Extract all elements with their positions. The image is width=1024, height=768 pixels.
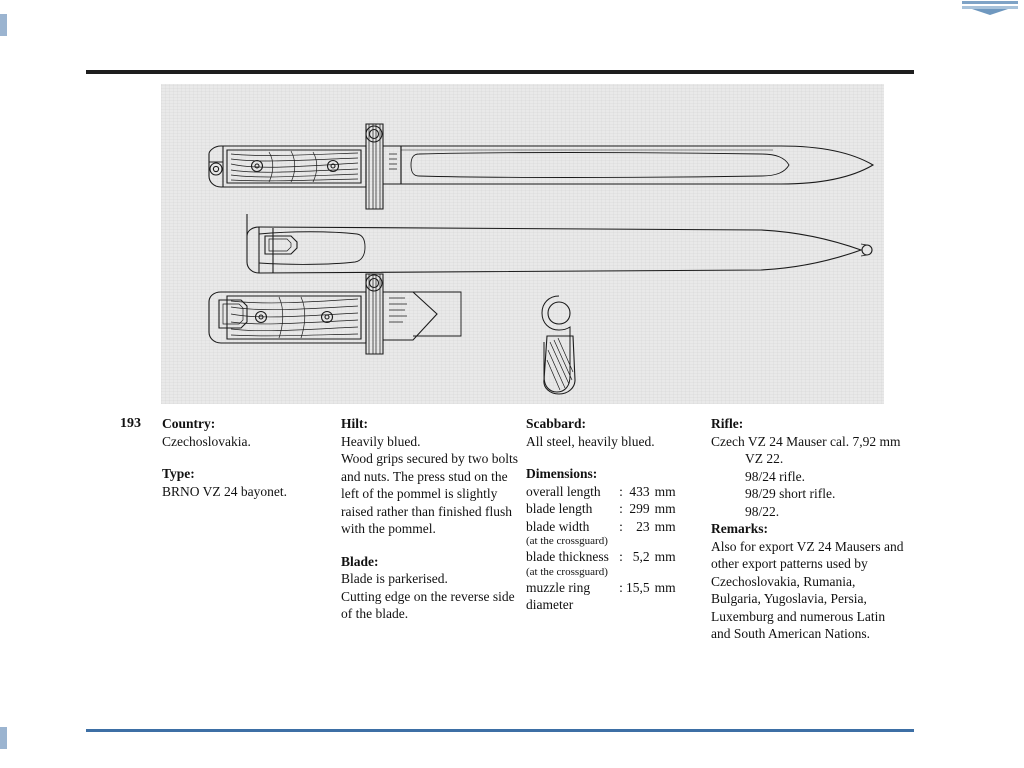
blade-line-1: Blade is parkerised.	[341, 571, 448, 586]
rifle-list	[711, 450, 906, 520]
blade-line-2: Cutting edge on the reverse side of the blade.	[341, 588, 515, 621]
entry-caption-block	[86, 415, 922, 715]
scan-edge-mark-top	[0, 14, 7, 36]
scabbard-value: All steel, heavily blued.	[526, 433, 655, 449]
dimension-note: (at the crossguard)	[526, 565, 608, 578]
dimension-note: (at the crossguard)	[526, 535, 608, 547]
rifle-heading: Rifle:	[711, 416, 744, 431]
bayonet-illustration-plate	[161, 84, 884, 404]
rifle-line-1: Czech VZ 24 Mauser cal. 7,92 mm	[711, 433, 901, 449]
type-value: BRNO VZ 24 bayonet.	[162, 483, 287, 499]
hilt-line-1: Heavily blued.	[341, 433, 421, 449]
hilt-heading: Hilt:	[341, 416, 368, 431]
column-hilt-blade	[341, 415, 521, 623]
country-heading: Country:	[162, 416, 216, 431]
dimension-row	[526, 518, 676, 536]
entry-number: 193	[120, 416, 141, 431]
dimension-colon: :	[619, 518, 623, 534]
dimension-row	[526, 579, 676, 614]
dimension-value: 5,2	[632, 549, 650, 564]
dimension-unit: mm	[654, 549, 676, 564]
dimension-label: blade thickness	[526, 549, 609, 564]
dimension-note-row	[526, 535, 676, 548]
blade-heading: Blade:	[341, 553, 379, 569]
scan-edge-mark-bottom	[0, 727, 7, 749]
remarks-text: Also for export VZ 24 Mausers and other export patterns used by Czechoslovakia, Rumania, Bulgaria, Yugoslavia, Persia, Luxemburg and numerous Latin and South American Nations.	[711, 538, 904, 641]
remarks-heading: Remarks:	[711, 521, 768, 536]
dimension-label: blade length	[526, 501, 593, 516]
column-country-type	[162, 415, 337, 500]
dimension-colon: :	[619, 549, 623, 564]
hilt-line-2: Wood grips secured by two bolts and nuts. The press stud on the left of the pommel is slightly raised rather than finished flush with the pommel.	[341, 451, 519, 536]
page-corner-tab	[962, 0, 1018, 13]
column-scabbard-dimensions	[526, 415, 711, 614]
dimension-row	[526, 500, 676, 518]
rifle-list-item: VZ 22.	[745, 451, 784, 466]
dimension-label: muzzle ring diameter	[526, 579, 591, 612]
column-rifle-remarks	[711, 415, 906, 643]
dimension-unit: mm	[654, 501, 676, 516]
dimensions-heading: Dimensions:	[526, 466, 598, 481]
dimension-row	[526, 548, 676, 566]
dimension-value: 433	[629, 483, 650, 499]
scabbard-heading: Scabbard:	[526, 416, 587, 431]
bottom-rule	[86, 729, 914, 732]
dimension-value: 299	[629, 501, 650, 516]
dimension-colon: :	[619, 483, 623, 499]
dimension-unit: mm	[654, 483, 676, 499]
dimension-value: 15,5	[626, 579, 650, 595]
dimensions-table	[526, 483, 711, 614]
rifle-list-item: 98/22.	[745, 503, 780, 519]
dimension-value: 23	[636, 518, 650, 534]
dimension-unit: mm	[654, 579, 676, 595]
dimension-label: blade width	[526, 518, 590, 534]
type-heading: Type:	[162, 466, 195, 481]
dimension-note-row	[526, 566, 676, 579]
country-value: Czechoslovakia.	[162, 433, 251, 449]
dimension-label: overall length	[526, 483, 601, 499]
dimension-unit: mm	[654, 518, 676, 534]
dimension-colon: :	[619, 501, 623, 516]
dimension-colon: :	[619, 579, 623, 595]
rifle-list-item: 98/29 short rifle.	[745, 486, 836, 501]
bayonet-line-drawing	[161, 84, 884, 404]
rifle-list-item: 98/24 rifle.	[745, 468, 805, 484]
top-rule	[86, 70, 914, 74]
dimension-row	[526, 483, 676, 501]
